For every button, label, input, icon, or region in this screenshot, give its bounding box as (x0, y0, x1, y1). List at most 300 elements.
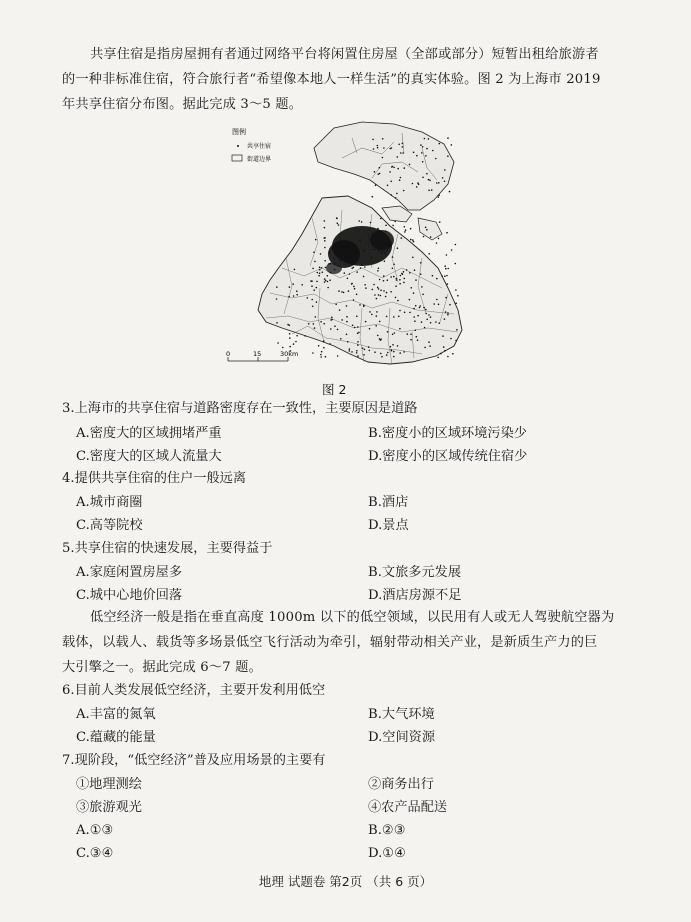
shared-housing-point (399, 328, 401, 330)
shared-housing-point (377, 147, 379, 149)
shared-housing-point (447, 283, 449, 285)
question-6-stem: 6.目前人类发展低空经济，主要开发利用低空 (62, 683, 326, 698)
intro1-line-1: 共享住宿是指房屋拥有者通过网络平台将闲置住房屋（全部或部分）短暂出租给旅游者 (90, 47, 599, 62)
shared-housing-point (430, 322, 432, 324)
shared-housing-point (401, 273, 403, 275)
shared-housing-point (380, 295, 382, 297)
shared-housing-point (430, 236, 432, 238)
shared-housing-point (395, 297, 397, 299)
shared-housing-point (438, 182, 440, 184)
shared-housing-point (315, 239, 317, 241)
shared-housing-point (420, 262, 422, 264)
shared-housing-point (449, 191, 451, 193)
shared-housing-point (365, 321, 367, 323)
shared-housing-point (381, 239, 383, 241)
shared-housing-point (379, 279, 381, 281)
shared-housing-point (373, 148, 375, 150)
q6-option-c: C.蕴藏的能量 (76, 730, 156, 745)
shared-housing-point (419, 307, 421, 309)
shared-housing-point (426, 148, 428, 150)
shared-housing-point (319, 267, 321, 269)
shared-housing-point (294, 269, 296, 271)
shared-housing-point (353, 286, 355, 288)
intro2-line-3: 大引擎之一。据此完成 6～7 题。 (62, 660, 263, 675)
shared-housing-point (330, 328, 332, 330)
shared-housing-point (406, 269, 408, 271)
shared-housing-point (428, 314, 430, 316)
shared-housing-point (372, 139, 374, 141)
shared-housing-point (377, 287, 379, 289)
question-4-stem: 4.提供共享住宿的住户一般远离 (62, 471, 247, 486)
shared-housing-point (413, 308, 415, 310)
shared-housing-point (412, 183, 414, 185)
question-7-stem: 7.现阶段，“低空经济”普及应用场景的主要有 (62, 753, 326, 768)
shared-housing-point (324, 220, 326, 222)
shared-housing-point (365, 287, 367, 289)
shared-housing-point (316, 281, 318, 283)
shared-housing-point (364, 266, 366, 268)
shared-housing-point (390, 346, 392, 348)
shared-housing-point (399, 352, 401, 354)
shared-housing-point (415, 305, 417, 307)
shared-housing-point (410, 239, 412, 241)
shared-housing-point (399, 279, 401, 281)
shared-housing-point (445, 268, 447, 270)
shared-housing-point (385, 296, 387, 298)
q5-option-d: D.酒店房源不足 (368, 588, 462, 603)
shared-housing-point (293, 343, 295, 345)
shared-housing-point (446, 232, 448, 234)
shared-housing-point (288, 296, 290, 298)
shared-housing-point (415, 330, 417, 332)
shared-housing-point (316, 287, 318, 289)
shared-housing-point (442, 177, 444, 179)
shared-housing-point (383, 275, 385, 277)
shared-housing-point (392, 225, 394, 227)
shared-housing-point (325, 356, 327, 358)
intro-paragraph-1 (62, 42, 637, 117)
shared-housing-point (439, 322, 441, 324)
shared-housing-point (368, 346, 370, 348)
scale-label-15: 15 (253, 350, 262, 358)
shared-housing-point (289, 337, 291, 339)
shared-housing-point (393, 356, 395, 358)
legend-boundary-symbol (232, 155, 242, 161)
shared-housing-point (323, 347, 325, 349)
shared-housing-point (348, 251, 350, 253)
shared-housing-point (423, 307, 425, 309)
shared-housing-point (331, 317, 333, 319)
shared-housing-point (400, 152, 402, 154)
shared-housing-point (410, 339, 412, 341)
shared-housing-point (375, 325, 377, 327)
shared-housing-point (311, 299, 313, 301)
shared-housing-point (312, 352, 314, 354)
shared-housing-point (445, 297, 447, 299)
shared-housing-point (383, 280, 385, 282)
map-legend (232, 127, 271, 163)
shared-housing-point (321, 267, 323, 269)
scale-label-0: 0 (226, 350, 231, 358)
shared-housing-point (341, 319, 343, 321)
shared-housing-point (380, 338, 382, 340)
shared-housing-point (404, 312, 406, 314)
shared-housing-point (428, 138, 430, 140)
shared-housing-point (323, 323, 325, 325)
shared-housing-point (323, 341, 325, 343)
shared-housing-point (349, 350, 351, 352)
shared-housing-point (296, 290, 298, 292)
shared-housing-point (436, 278, 438, 280)
shared-housing-point (422, 161, 424, 163)
shared-housing-point (447, 314, 449, 316)
shared-housing-point (422, 177, 424, 179)
shared-housing-point (447, 312, 449, 314)
shared-housing-point (385, 230, 387, 232)
shared-housing-point (391, 166, 393, 168)
shared-housing-point (374, 249, 376, 251)
q3-option-d: D.密度小的区域传统住宿少 (368, 449, 528, 464)
shared-housing-point (359, 304, 361, 306)
shared-housing-point (399, 310, 401, 312)
shared-housing-point (348, 290, 350, 292)
legend-boundary-label: 街道边界 (247, 156, 272, 163)
shared-housing-point (372, 233, 374, 235)
shared-housing-point (435, 321, 437, 323)
shared-housing-point (444, 318, 446, 320)
shared-housing-point (386, 354, 388, 356)
shared-housing-point (314, 261, 316, 263)
shared-housing-point (374, 294, 376, 296)
shared-housing-point (419, 305, 421, 307)
shared-housing-point (420, 273, 422, 275)
shared-housing-point (304, 335, 306, 337)
shared-housing-point (389, 171, 391, 173)
shared-housing-point (392, 268, 394, 270)
shared-housing-point (339, 260, 341, 262)
shared-housing-point (363, 304, 365, 306)
shared-housing-point (364, 284, 366, 286)
shared-housing-point (276, 322, 278, 324)
shared-housing-point (395, 197, 397, 199)
shared-housing-point (346, 316, 348, 318)
shared-housing-point (373, 284, 375, 286)
shared-housing-point (372, 196, 374, 198)
shared-housing-point (377, 228, 379, 230)
shared-housing-point (379, 167, 381, 169)
shared-housing-point (384, 260, 386, 262)
shared-housing-point (357, 326, 359, 328)
shared-housing-point (353, 299, 355, 301)
shared-housing-point (276, 286, 278, 288)
shared-housing-point (346, 334, 348, 336)
shared-housing-point (404, 167, 406, 169)
shared-housing-point (330, 263, 332, 265)
q7-item-4: ④农产品配送 (368, 800, 448, 815)
shanghai-shared-housing-map (222, 118, 477, 376)
shared-housing-point (426, 229, 428, 231)
shared-housing-point (346, 305, 348, 307)
page-footer: 地理 试题卷 第2页 （共 6 页） (258, 874, 433, 889)
shared-housing-point (436, 182, 438, 184)
shared-housing-point (375, 184, 377, 186)
shared-housing-point (363, 250, 365, 252)
shared-housing-point (396, 193, 398, 195)
shared-housing-point (334, 269, 336, 271)
shared-housing-point (327, 275, 329, 277)
shared-housing-point (363, 354, 365, 356)
q4-option-c: C.高等院校 (76, 518, 143, 533)
shared-housing-point (351, 283, 353, 285)
shared-housing-point (351, 351, 353, 353)
shared-housing-point (397, 345, 399, 347)
shared-housing-point (357, 341, 359, 343)
shared-housing-point (390, 181, 392, 183)
shared-housing-point (396, 279, 398, 281)
q5-option-c: C.城中心地价回落 (76, 588, 183, 603)
shared-housing-point (399, 283, 401, 285)
shared-housing-point (353, 267, 355, 269)
shared-housing-point (403, 351, 405, 353)
shared-housing-point (436, 242, 438, 244)
shared-housing-point (438, 238, 440, 240)
shared-housing-point (426, 319, 428, 321)
shared-housing-point (325, 267, 327, 269)
shared-housing-point (400, 275, 402, 277)
shared-housing-point (333, 263, 335, 265)
shared-housing-point (357, 344, 359, 346)
question-5-stem: 5.共享住宿的快速发展，主要得益于 (62, 541, 273, 556)
shared-housing-point (379, 321, 381, 323)
shared-housing-point (358, 332, 360, 334)
shared-housing-point (346, 321, 348, 323)
shared-housing-point (318, 275, 320, 277)
shared-housing-point (296, 294, 298, 296)
shared-housing-point (324, 247, 326, 249)
shared-housing-point (358, 220, 360, 222)
shared-housing-point (330, 272, 332, 274)
q5-option-a: A.家庭闲置房屋多 (76, 565, 183, 580)
shared-housing-point (369, 350, 371, 352)
shared-housing-point (320, 321, 322, 323)
shared-housing-point (425, 227, 427, 229)
shared-housing-point (289, 333, 291, 335)
shared-housing-point (327, 287, 329, 289)
shared-housing-point (289, 346, 291, 348)
question-3-stem: 3.上海市的共享住宿与道路密度存在一致性，主要原因是道路 (62, 401, 418, 416)
shared-housing-point (410, 334, 412, 336)
shared-housing-point (446, 275, 448, 277)
shared-housing-point (437, 357, 439, 359)
shared-housing-point (424, 138, 426, 140)
shared-housing-point (386, 292, 388, 294)
shared-housing-point (325, 280, 327, 282)
shared-housing-point (415, 279, 417, 281)
shared-housing-point (444, 275, 446, 277)
intro-paragraph-2 (62, 605, 637, 680)
shared-housing-point (407, 333, 409, 335)
shared-housing-point (324, 227, 326, 229)
intro2-line-1: 低空经济一般是指在垂直高度 1000m 以下的低空领域，以民用有人或无人驾驶航空器为 (90, 610, 615, 625)
q7-option-c: C.③④ (76, 846, 114, 861)
shared-housing-point (371, 314, 373, 316)
shared-housing-point (319, 269, 321, 271)
shared-housing-point (428, 190, 430, 192)
shared-housing-point (421, 152, 423, 154)
shared-housing-point (429, 180, 431, 182)
legend-point-symbol (237, 145, 239, 147)
q4-option-b: B.酒店 (368, 495, 409, 510)
shared-housing-point (413, 316, 415, 318)
shared-housing-point (409, 312, 411, 314)
shared-housing-point (397, 300, 399, 302)
shared-housing-point (328, 263, 330, 265)
shared-housing-point (379, 230, 381, 232)
shared-housing-point (301, 284, 303, 286)
shared-housing-point (313, 252, 315, 254)
shared-housing-point (440, 353, 442, 355)
shared-housing-point (431, 189, 433, 191)
shared-housing-point (332, 249, 334, 251)
figure-caption: 图 2 (322, 382, 347, 397)
shared-housing-point (376, 315, 378, 317)
shared-housing-point (363, 276, 365, 278)
shared-housing-point (356, 352, 358, 354)
intro2-line-2: 载体，以载人、载货等多场景低空飞行活动为牵引，辐射带动相关产业，是新质生产力的巨 (62, 635, 598, 650)
shared-housing-point (351, 250, 353, 252)
shared-housing-point (380, 290, 382, 292)
shared-housing-point (405, 229, 407, 231)
shared-housing-point (362, 347, 364, 349)
shared-housing-point (338, 224, 340, 226)
shared-housing-point (438, 194, 440, 196)
shared-housing-point (354, 288, 356, 290)
shared-housing-point (324, 278, 326, 280)
shared-housing-point (425, 313, 427, 315)
shared-housing-point (432, 275, 434, 277)
shared-housing-point (382, 157, 384, 159)
shared-housing-point (360, 267, 362, 269)
shared-housing-point (327, 281, 329, 283)
shared-housing-point (413, 152, 415, 154)
shared-housing-point (329, 251, 331, 253)
shared-housing-point (397, 247, 399, 249)
shared-housing-point (338, 290, 340, 292)
shared-housing-point (321, 351, 323, 353)
shared-housing-point (380, 218, 382, 220)
shared-housing-point (392, 334, 394, 336)
q7-option-d: D.①④ (368, 846, 406, 861)
shared-housing-point (378, 288, 380, 290)
shared-housing-point (409, 299, 411, 301)
shared-housing-point (349, 273, 351, 275)
shared-housing-point (390, 276, 392, 278)
shared-housing-point (447, 155, 449, 157)
shared-housing-point (402, 146, 404, 148)
shared-housing-point (390, 291, 392, 293)
shared-housing-point (403, 190, 405, 192)
shared-housing-point (387, 352, 389, 354)
shared-housing-point (421, 286, 423, 288)
shared-housing-point (371, 257, 373, 259)
shared-housing-point (399, 179, 401, 181)
shared-housing-point (428, 341, 430, 343)
shared-housing-point (307, 297, 309, 299)
shared-housing-point (282, 347, 284, 349)
shared-housing-point (455, 303, 457, 305)
shared-housing-point (426, 173, 428, 175)
shared-housing-point (420, 144, 422, 146)
shared-housing-point (445, 311, 447, 313)
shared-housing-point (315, 316, 317, 318)
shared-housing-point (339, 309, 341, 311)
shared-housing-point (451, 249, 453, 251)
shared-housing-point (374, 171, 376, 173)
shared-housing-point (379, 338, 381, 340)
shared-housing-point (443, 346, 445, 348)
shared-housing-point (404, 278, 406, 280)
shared-housing-point (410, 228, 412, 230)
q4-option-a: A.城市商圈 (76, 495, 143, 510)
q4-option-d: D.景点 (368, 518, 409, 533)
shared-housing-point (438, 304, 440, 306)
shared-housing-point (387, 185, 389, 187)
shared-housing-point (414, 269, 416, 271)
shared-housing-point (417, 315, 419, 317)
shared-housing-point (409, 164, 411, 166)
shared-housing-point (354, 327, 356, 329)
shared-housing-point (397, 168, 399, 170)
q7-item-2: ②商务出行 (368, 777, 434, 792)
shared-housing-point (417, 182, 419, 184)
shared-housing-point (374, 351, 376, 353)
shared-housing-point (356, 271, 358, 273)
shared-housing-point (293, 295, 295, 297)
shared-housing-point (414, 320, 416, 322)
shared-housing-point (424, 327, 426, 329)
shared-housing-point (382, 250, 384, 252)
shared-housing-point (393, 351, 395, 353)
shared-housing-point (369, 328, 371, 330)
shared-housing-point (314, 327, 316, 329)
shared-housing-point (289, 286, 291, 288)
shared-housing-point (387, 331, 389, 333)
shared-housing-point (337, 355, 339, 357)
shared-housing-point (344, 272, 346, 274)
shared-housing-point (320, 354, 322, 356)
shared-housing-point (317, 272, 319, 274)
shared-housing-point (337, 329, 339, 331)
q3-option-c: C.密度大的区域人流量大 (76, 449, 222, 464)
shared-housing-point (444, 181, 446, 183)
shared-housing-point (424, 347, 426, 349)
shared-housing-point (391, 147, 393, 149)
shared-housing-point (378, 250, 380, 252)
shared-housing-point (444, 265, 446, 267)
shared-housing-point (393, 264, 395, 266)
shared-housing-point (438, 196, 440, 198)
shared-housing-point (357, 333, 359, 335)
shared-housing-point (444, 350, 446, 352)
shared-housing-point (372, 249, 374, 251)
shared-housing-point (318, 345, 320, 347)
shared-housing-point (390, 194, 392, 196)
shared-housing-point (316, 301, 318, 303)
shared-housing-point (320, 253, 322, 255)
shared-housing-point (319, 272, 321, 274)
shared-housing-point (432, 150, 434, 152)
shared-housing-point (322, 271, 324, 273)
